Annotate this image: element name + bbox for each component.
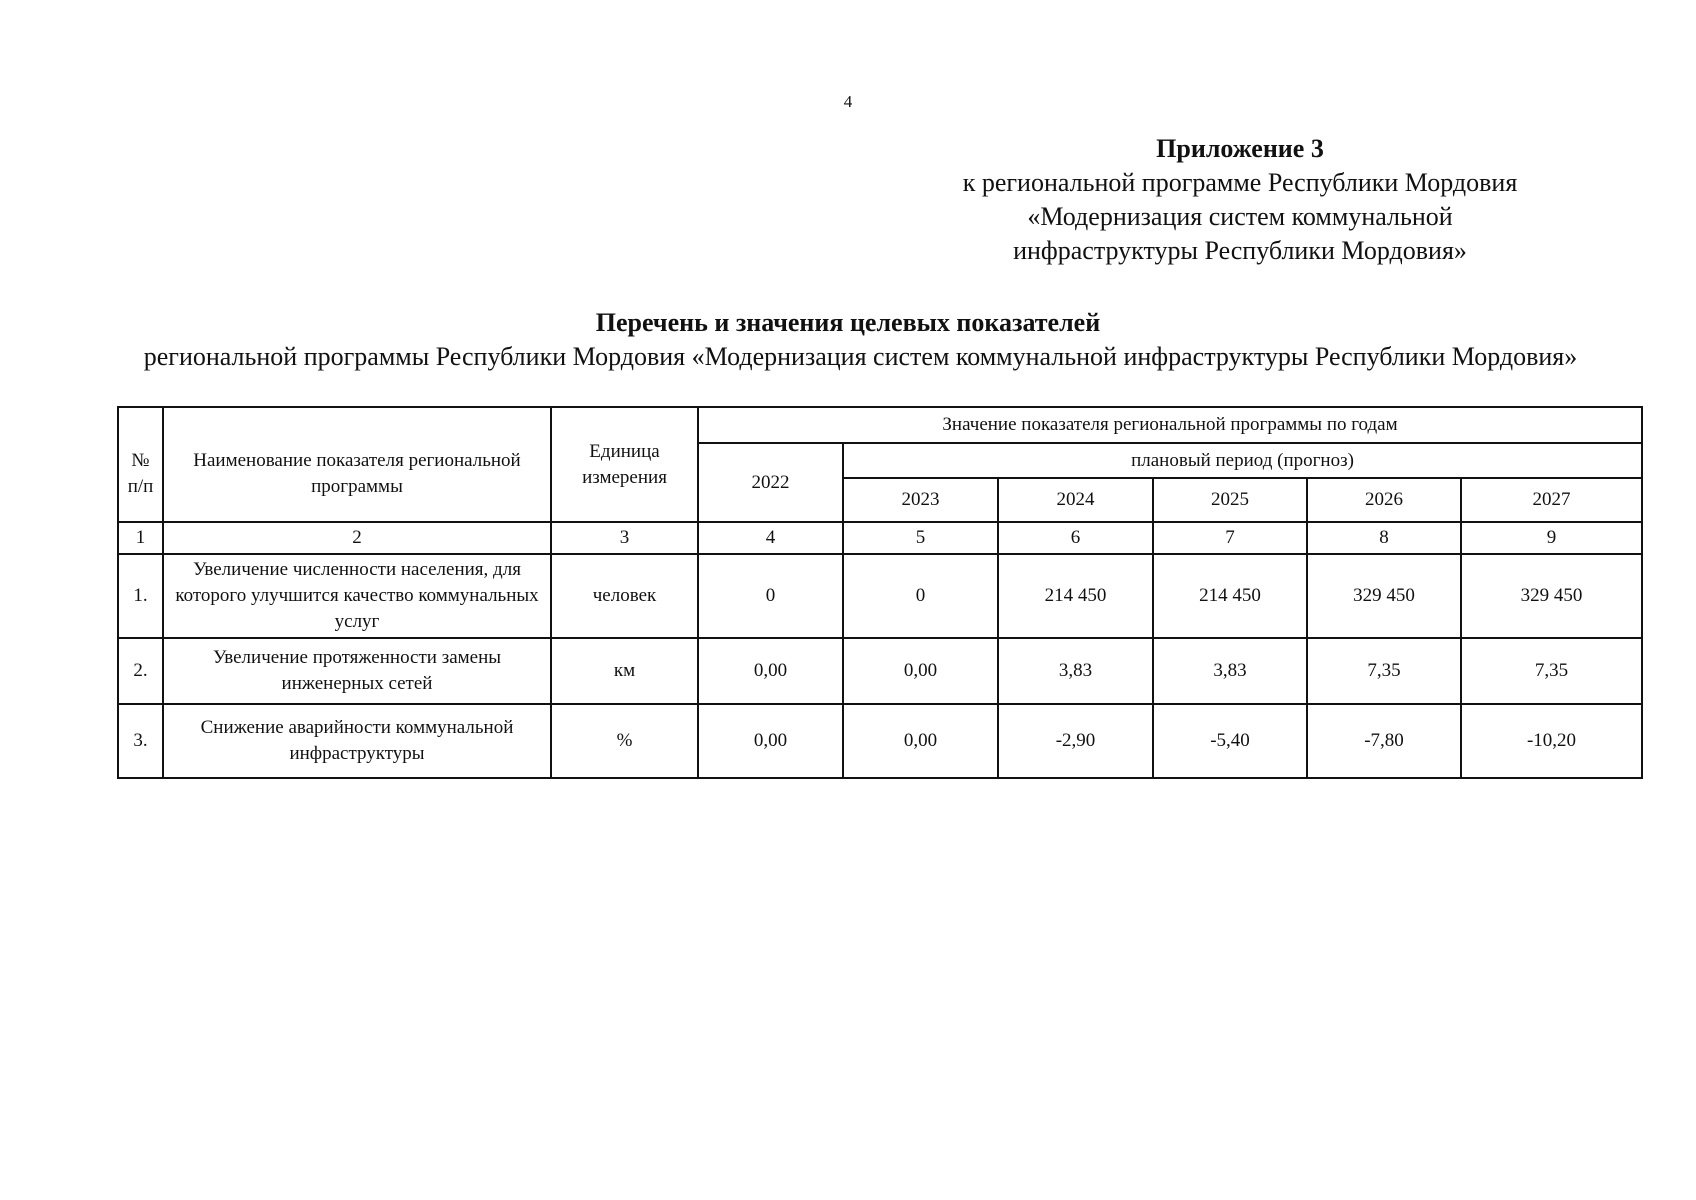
row-value: 214 450 — [998, 554, 1153, 638]
header-year-2025: 2025 — [1153, 478, 1307, 522]
row-value: 3,83 — [1153, 638, 1307, 704]
column-number: 1 — [118, 522, 163, 554]
row-value: 0,00 — [843, 638, 998, 704]
indicators-table — [117, 406, 1643, 779]
header-values-group: Значение показателя региональной программы по годам — [698, 407, 1642, 443]
column-number: 8 — [1307, 522, 1461, 554]
column-number: 9 — [1461, 522, 1642, 554]
header-year-2023: 2023 — [843, 478, 998, 522]
appendix-line-2: «Модернизация систем коммунальной — [1027, 202, 1453, 231]
row-value: 3,83 — [998, 638, 1153, 704]
row-num: 1. — [118, 554, 163, 638]
column-numbers-row — [118, 522, 1642, 554]
row-value: -5,40 — [1153, 704, 1307, 778]
row-value: 214 450 — [1153, 554, 1307, 638]
column-number: 3 — [551, 522, 698, 554]
row-value: 0,00 — [698, 704, 843, 778]
header-year-2024: 2024 — [998, 478, 1153, 522]
row-value: 7,35 — [1307, 638, 1461, 704]
table-row — [118, 704, 1642, 778]
row-value: 0 — [843, 554, 998, 638]
row-unit: % — [551, 704, 698, 778]
column-number: 2 — [163, 522, 551, 554]
document-heading: Перечень и значения целевых показателей — [595, 308, 1101, 337]
appendix-block — [930, 132, 1550, 268]
table-row — [118, 554, 1642, 638]
row-value: 0,00 — [843, 704, 998, 778]
column-number: 6 — [998, 522, 1153, 554]
column-number: 4 — [698, 522, 843, 554]
header-year-2027: 2027 — [1461, 478, 1642, 522]
header-year-2026: 2026 — [1307, 478, 1461, 522]
row-value: 329 450 — [1307, 554, 1461, 638]
row-name: Снижение аварийности коммунальной инфраструктуры — [163, 704, 551, 778]
column-number: 5 — [843, 522, 998, 554]
row-unit: км — [551, 638, 698, 704]
row-unit: человек — [551, 554, 698, 638]
row-value: 329 450 — [1461, 554, 1642, 638]
header-num: № п/п — [118, 407, 163, 522]
table-row — [118, 638, 1642, 704]
row-value: 7,35 — [1461, 638, 1642, 704]
row-value: -7,80 — [1307, 704, 1461, 778]
row-value: 0,00 — [698, 638, 843, 704]
appendix-title: Приложение 3 — [1156, 134, 1324, 163]
row-value: 0 — [698, 554, 843, 638]
row-num: 3. — [118, 704, 163, 778]
row-value: -2,90 — [998, 704, 1153, 778]
header-year-2022: 2022 — [698, 443, 843, 522]
appendix-line-3: инфраструктуры Республики Мордовия» — [1013, 236, 1467, 265]
row-name: Увеличение численности населения, для которого улучшится качество коммунальных услуг — [163, 554, 551, 638]
row-num: 2. — [118, 638, 163, 704]
row-name: Увеличение протяженности замены инженерных сетей — [163, 638, 551, 704]
header-unit: Единица измерения — [551, 407, 698, 522]
row-value: -10,20 — [1461, 704, 1642, 778]
column-number: 7 — [1153, 522, 1307, 554]
document-subheading: региональной программы Республики Мордовия «Модернизация систем коммунальной инфраструктуры Республики Мордовия» — [143, 342, 1578, 371]
page-number: 4 — [843, 92, 853, 111]
header-name: Наименование показателя региональной программы — [163, 407, 551, 522]
header-planned-period: плановый период (прогноз) — [843, 443, 1642, 478]
appendix-line-1: к региональной программе Республики Мордовия — [962, 168, 1518, 197]
